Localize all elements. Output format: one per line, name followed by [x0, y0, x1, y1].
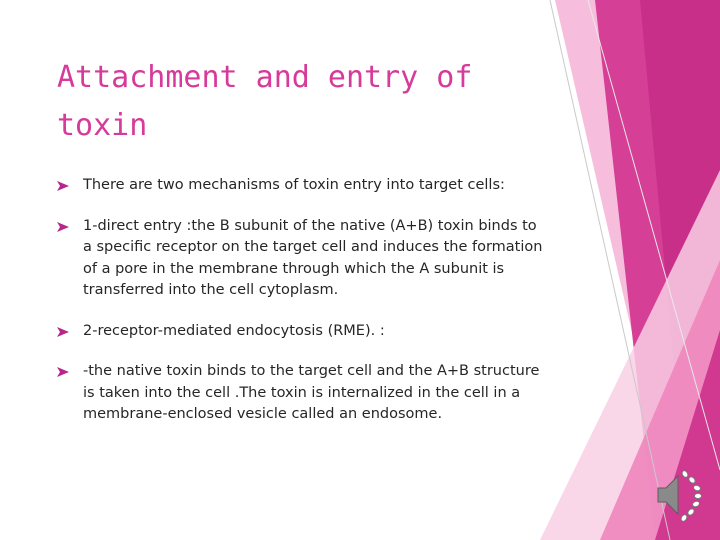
bullet-list	[57, 175, 547, 445]
slide-title: Attachment and entry of toxin	[57, 60, 473, 143]
diamond-arrow-icon	[57, 367, 69, 377]
speaker-icon[interactable]	[652, 466, 708, 524]
bullet-text: 2-receptor-mediated endocytosis (RME). :	[83, 322, 385, 339]
bullet-text: -the native toxin binds to the target cell and the A+B structure is taken into the cell .The toxin is internalized in the cell in a membrane-enclosed vesicle called an endosome.	[83, 363, 540, 422]
diamond-arrow-icon	[57, 181, 69, 191]
diamond-arrow-icon	[57, 222, 69, 232]
bullet-item-3	[57, 321, 547, 343]
bullet-text: There are two mechanisms of toxin entry into target cells:	[83, 177, 505, 193]
bullet-item-2	[57, 216, 547, 302]
bullet-text: 1-direct entry :the B subunit of the native (A+B) toxin binds to a specific receptor on the target cell and induces the formation of a pore in the membrane through which the A subunit is transferred into the cell cytoplasm.	[83, 217, 543, 298]
diamond-arrow-icon	[57, 327, 69, 337]
bullet-item-1	[57, 175, 547, 197]
bullet-item-4	[57, 361, 547, 426]
